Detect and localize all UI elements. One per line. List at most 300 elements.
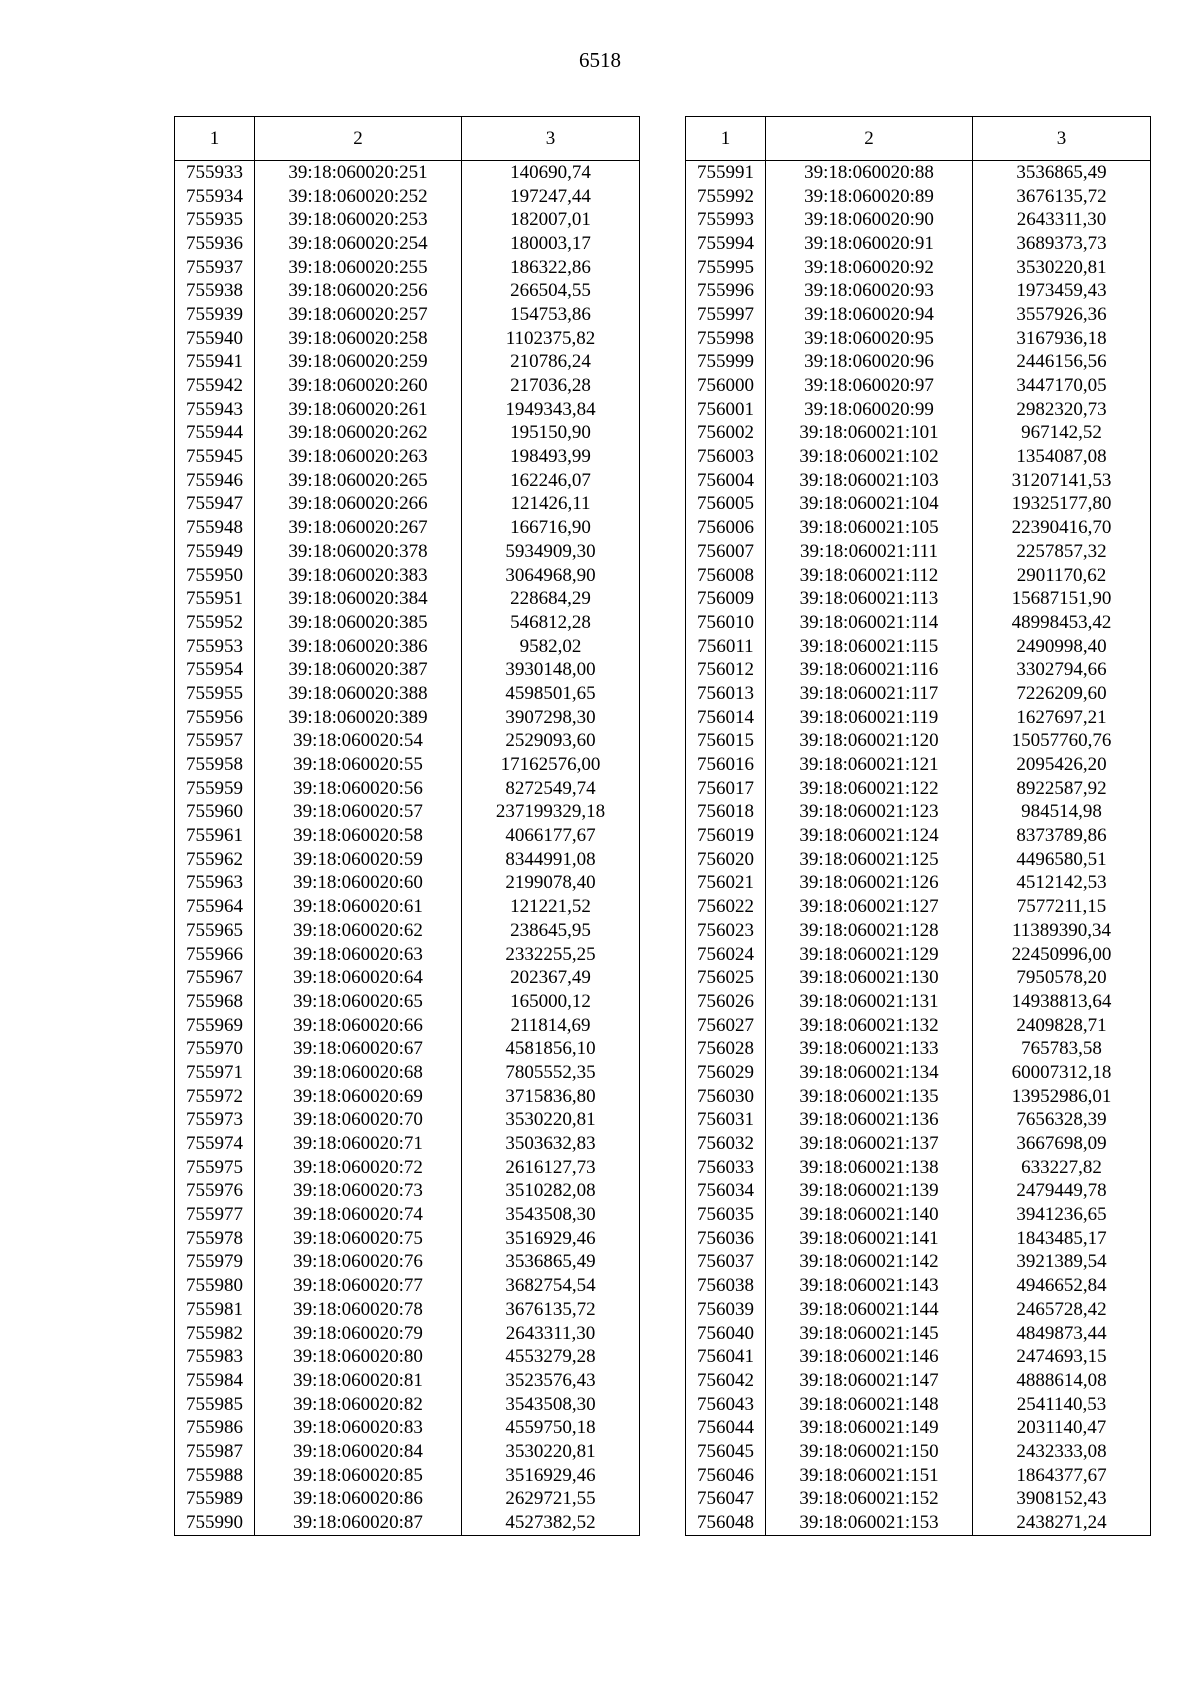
- cadastral-number-cell: 39:18:060021:141: [766, 1227, 973, 1251]
- row-number-cell: 756006: [686, 516, 766, 540]
- table-row: [686, 374, 1151, 398]
- value-cell: 4888614,08: [973, 1369, 1151, 1393]
- cadastral-number-cell: 39:18:060021:121: [766, 753, 973, 777]
- table-row: [686, 919, 1151, 943]
- cadastral-number-cell: 39:18:060020:70: [255, 1109, 462, 1133]
- value-cell: 4527382,52: [462, 1511, 640, 1535]
- row-number-cell: 755979: [175, 1251, 255, 1275]
- table-row: [175, 895, 640, 919]
- value-cell: 1354087,08: [973, 445, 1151, 469]
- value-cell: 2629721,55: [462, 1488, 640, 1512]
- table-row: [175, 1345, 640, 1369]
- table-row: [686, 966, 1151, 990]
- table-row: [175, 1251, 640, 1275]
- cadastral-number-cell: 39:18:060020:60: [255, 872, 462, 896]
- row-number-cell: 755959: [175, 777, 255, 801]
- row-number-cell: 756041: [686, 1345, 766, 1369]
- column-header-3: 3: [462, 117, 640, 161]
- cadastral-number-cell: 39:18:060020:266: [255, 493, 462, 517]
- row-number-cell: 755935: [175, 208, 255, 232]
- cadastral-number-cell: 39:18:060020:96: [766, 351, 973, 375]
- value-cell: 4849873,44: [973, 1322, 1151, 1346]
- cadastral-number-cell: 39:18:060020:95: [766, 327, 973, 351]
- cadastral-number-cell: 39:18:060020:386: [255, 635, 462, 659]
- cadastral-number-cell: 39:18:060020:92: [766, 256, 973, 280]
- row-number-cell: 755975: [175, 1156, 255, 1180]
- value-cell: 9582,02: [462, 635, 640, 659]
- table-row: [686, 872, 1151, 896]
- cadastral-number-cell: 39:18:060021:129: [766, 943, 973, 967]
- table-row: [686, 1109, 1151, 1133]
- row-number-cell: 755980: [175, 1274, 255, 1298]
- value-cell: 13952986,01: [973, 1085, 1151, 1109]
- row-number-cell: 755940: [175, 327, 255, 351]
- cadastral-number-cell: 39:18:060020:78: [255, 1298, 462, 1322]
- row-number-cell: 756027: [686, 1014, 766, 1038]
- cadastral-number-cell: 39:18:060021:120: [766, 730, 973, 754]
- cadastral-number-cell: 39:18:060020:74: [255, 1203, 462, 1227]
- value-cell: 2031140,47: [973, 1416, 1151, 1440]
- row-number-cell: 756046: [686, 1464, 766, 1488]
- table-row: [175, 753, 640, 777]
- value-cell: 3715836,80: [462, 1085, 640, 1109]
- row-number-cell: 755971: [175, 1061, 255, 1085]
- table-row: [175, 445, 640, 469]
- value-cell: 121221,52: [462, 895, 640, 919]
- table-row: [175, 611, 640, 635]
- row-number-cell: 755957: [175, 730, 255, 754]
- value-cell: 60007312,18: [973, 1061, 1151, 1085]
- value-cell: 217036,28: [462, 374, 640, 398]
- row-number-cell: 755998: [686, 327, 766, 351]
- cadastral-number-cell: 39:18:060021:102: [766, 445, 973, 469]
- row-number-cell: 755990: [175, 1511, 255, 1535]
- cadastral-number-cell: 39:18:060021:146: [766, 1345, 973, 1369]
- value-cell: 2409828,71: [973, 1014, 1151, 1038]
- table-row: [175, 351, 640, 375]
- row-number-cell: 755976: [175, 1180, 255, 1204]
- cadastral-number-cell: 39:18:060020:387: [255, 658, 462, 682]
- table-row: [175, 469, 640, 493]
- table-row: [175, 872, 640, 896]
- cadastral-number-cell: 39:18:060021:123: [766, 801, 973, 825]
- value-cell: 3516929,46: [462, 1227, 640, 1251]
- cadastral-number-cell: 39:18:060021:153: [766, 1511, 973, 1535]
- cadastral-number-cell: 39:18:060020:85: [255, 1464, 462, 1488]
- value-cell: 266504,55: [462, 279, 640, 303]
- cadastral-number-cell: 39:18:060021:151: [766, 1464, 973, 1488]
- value-cell: 2332255,25: [462, 943, 640, 967]
- table-row: [175, 327, 640, 351]
- row-number-cell: 756036: [686, 1227, 766, 1251]
- value-cell: 121426,11: [462, 493, 640, 517]
- cadastral-number-cell: 39:18:060020:378: [255, 540, 462, 564]
- value-cell: 3682754,54: [462, 1274, 640, 1298]
- table-row: [175, 919, 640, 943]
- value-cell: 165000,12: [462, 990, 640, 1014]
- row-number-cell: 756031: [686, 1109, 766, 1133]
- table-row: [175, 493, 640, 517]
- cadastral-number-cell: 39:18:060020:253: [255, 208, 462, 232]
- row-number-cell: 756015: [686, 730, 766, 754]
- value-cell: 5934909,30: [462, 540, 640, 564]
- table-row: [686, 801, 1151, 825]
- row-number-cell: 755970: [175, 1037, 255, 1061]
- column-header-2: 2: [766, 117, 973, 161]
- row-number-cell: 756016: [686, 753, 766, 777]
- value-cell: 4512142,53: [973, 872, 1151, 896]
- value-cell: 2465728,42: [973, 1298, 1151, 1322]
- table-row: [686, 1061, 1151, 1085]
- value-cell: 3530220,81: [462, 1109, 640, 1133]
- cadastral-number-cell: 39:18:060021:134: [766, 1061, 973, 1085]
- row-number-cell: 755995: [686, 256, 766, 280]
- cadastral-number-cell: 39:18:060021:117: [766, 682, 973, 706]
- cadastral-number-cell: 39:18:060020:256: [255, 279, 462, 303]
- value-cell: 3530220,81: [462, 1440, 640, 1464]
- table-row: [686, 185, 1151, 209]
- cadastral-number-cell: 39:18:060020:260: [255, 374, 462, 398]
- column-header-2: 2: [255, 117, 462, 161]
- cadastral-number-cell: 39:18:060021:101: [766, 422, 973, 446]
- value-cell: 7950578,20: [973, 966, 1151, 990]
- row-number-cell: 756021: [686, 872, 766, 896]
- value-cell: 228684,29: [462, 587, 640, 611]
- cadastral-number-cell: 39:18:060021:111: [766, 540, 973, 564]
- row-number-cell: 755950: [175, 564, 255, 588]
- row-number-cell: 756030: [686, 1085, 766, 1109]
- value-cell: 1627697,21: [973, 706, 1151, 730]
- table-row: [686, 1156, 1151, 1180]
- cadastral-number-cell: 39:18:060020:383: [255, 564, 462, 588]
- row-number-cell: 755939: [175, 303, 255, 327]
- row-number-cell: 756047: [686, 1488, 766, 1512]
- value-cell: 2199078,40: [462, 872, 640, 896]
- cadastral-number-cell: 39:18:060020:262: [255, 422, 462, 446]
- row-number-cell: 755960: [175, 801, 255, 825]
- row-number-cell: 755966: [175, 943, 255, 967]
- row-number-cell: 756003: [686, 445, 766, 469]
- table-row: [686, 232, 1151, 256]
- value-cell: 3676135,72: [973, 185, 1151, 209]
- row-number-cell: 756028: [686, 1037, 766, 1061]
- cadastral-number-cell: 39:18:060021:127: [766, 895, 973, 919]
- table-row: [175, 658, 640, 682]
- value-cell: 2901170,62: [973, 564, 1151, 588]
- table-row: [686, 516, 1151, 540]
- row-number-cell: 756005: [686, 493, 766, 517]
- cadastral-number-cell: 39:18:060021:131: [766, 990, 973, 1014]
- value-cell: 186322,86: [462, 256, 640, 280]
- cadastral-number-cell: 39:18:060020:55: [255, 753, 462, 777]
- cadastral-number-cell: 39:18:060020:64: [255, 966, 462, 990]
- table-row: [175, 1180, 640, 1204]
- value-cell: 2982320,73: [973, 398, 1151, 422]
- table-row: [686, 1014, 1151, 1038]
- row-number-cell: 755962: [175, 848, 255, 872]
- value-cell: 15687151,90: [973, 587, 1151, 611]
- value-cell: 967142,52: [973, 422, 1151, 446]
- cadastral-number-cell: 39:18:060020:72: [255, 1156, 462, 1180]
- table-row: [175, 303, 640, 327]
- cadastral-number-cell: 39:18:060021:133: [766, 1037, 973, 1061]
- value-cell: 4553279,28: [462, 1345, 640, 1369]
- row-number-cell: 756014: [686, 706, 766, 730]
- value-cell: 2474693,15: [973, 1345, 1151, 1369]
- value-cell: 7226209,60: [973, 682, 1151, 706]
- cadastral-number-cell: 39:18:060020:258: [255, 327, 462, 351]
- table-row: [175, 848, 640, 872]
- table-row: [686, 1369, 1151, 1393]
- value-cell: 3921389,54: [973, 1251, 1151, 1275]
- table-row: [175, 1298, 640, 1322]
- value-cell: 2446156,56: [973, 351, 1151, 375]
- table-row: [175, 398, 640, 422]
- table-row: [175, 1061, 640, 1085]
- table-row: [175, 161, 640, 185]
- table-row: [686, 161, 1151, 185]
- table-row: [686, 730, 1151, 754]
- cadastral-number-cell: 39:18:060021:103: [766, 469, 973, 493]
- cadastral-number-cell: 39:18:060020:84: [255, 1440, 462, 1464]
- table-row: [686, 422, 1151, 446]
- row-number-cell: 755977: [175, 1203, 255, 1227]
- value-cell: 2438271,24: [973, 1511, 1151, 1535]
- table-row: [686, 587, 1151, 611]
- row-number-cell: 755951: [175, 587, 255, 611]
- row-number-cell: 755983: [175, 1345, 255, 1369]
- cadastral-number-cell: 39:18:060021:115: [766, 635, 973, 659]
- value-cell: 11389390,34: [973, 919, 1151, 943]
- row-number-cell: 755999: [686, 351, 766, 375]
- row-number-cell: 755961: [175, 824, 255, 848]
- value-cell: 3167936,18: [973, 327, 1151, 351]
- value-cell: 4581856,10: [462, 1037, 640, 1061]
- value-cell: 8272549,74: [462, 777, 640, 801]
- value-cell: 3510282,08: [462, 1180, 640, 1204]
- row-number-cell: 756002: [686, 422, 766, 446]
- cadastral-number-cell: 39:18:060021:136: [766, 1109, 973, 1133]
- row-number-cell: 755949: [175, 540, 255, 564]
- cadastral-number-cell: 39:18:060021:140: [766, 1203, 973, 1227]
- row-number-cell: 755978: [175, 1227, 255, 1251]
- cadastral-number-cell: 39:18:060021:142: [766, 1251, 973, 1275]
- cadastral-number-cell: 39:18:060020:75: [255, 1227, 462, 1251]
- row-number-cell: 755967: [175, 966, 255, 990]
- cadastral-number-cell: 39:18:060020:62: [255, 919, 462, 943]
- cadastral-number-cell: 39:18:060020:81: [255, 1369, 462, 1393]
- value-cell: 2490998,40: [973, 635, 1151, 659]
- column-header-1: 1: [686, 117, 766, 161]
- row-number-cell: 756043: [686, 1393, 766, 1417]
- table-row: [686, 1037, 1151, 1061]
- row-number-cell: 755986: [175, 1416, 255, 1440]
- row-number-cell: 755985: [175, 1393, 255, 1417]
- cadastral-number-cell: 39:18:060020:86: [255, 1488, 462, 1512]
- cadastral-number-cell: 39:18:060021:147: [766, 1369, 973, 1393]
- table-body-right: [686, 161, 1151, 1536]
- table-row: [686, 1274, 1151, 1298]
- cadastral-number-cell: 39:18:060021:125: [766, 848, 973, 872]
- table-row: [175, 1274, 640, 1298]
- value-cell: 2541140,53: [973, 1393, 1151, 1417]
- cadastral-number-cell: 39:18:060020:251: [255, 161, 462, 185]
- row-number-cell: 756023: [686, 919, 766, 943]
- row-number-cell: 755993: [686, 208, 766, 232]
- column-header-3: 3: [973, 117, 1151, 161]
- cadastral-number-cell: 39:18:060020:94: [766, 303, 973, 327]
- value-cell: 2257857,32: [973, 540, 1151, 564]
- row-number-cell: 756035: [686, 1203, 766, 1227]
- cadastral-number-cell: 39:18:060021:128: [766, 919, 973, 943]
- value-cell: 7577211,15: [973, 895, 1151, 919]
- row-number-cell: 755987: [175, 1440, 255, 1464]
- value-cell: 3941236,65: [973, 1203, 1151, 1227]
- value-cell: 984514,98: [973, 801, 1151, 825]
- value-cell: 198493,99: [462, 445, 640, 469]
- cadastral-number-cell: 39:18:060020:56: [255, 777, 462, 801]
- row-number-cell: 755984: [175, 1369, 255, 1393]
- value-cell: 3447170,05: [973, 374, 1151, 398]
- row-number-cell: 756034: [686, 1180, 766, 1204]
- row-number-cell: 756042: [686, 1369, 766, 1393]
- table-row: [175, 990, 640, 1014]
- row-number-cell: 756012: [686, 658, 766, 682]
- value-cell: 182007,01: [462, 208, 640, 232]
- cadastral-number-cell: 39:18:060021:122: [766, 777, 973, 801]
- cadastral-number-cell: 39:18:060020:265: [255, 469, 462, 493]
- table-row: [686, 564, 1151, 588]
- row-number-cell: 756032: [686, 1132, 766, 1156]
- table-row: [686, 1393, 1151, 1417]
- cadastral-number-cell: 39:18:060020:80: [255, 1345, 462, 1369]
- table-row: [175, 1203, 640, 1227]
- row-number-cell: 755974: [175, 1132, 255, 1156]
- table-row: [686, 682, 1151, 706]
- row-number-cell: 755973: [175, 1109, 255, 1133]
- row-number-cell: 755937: [175, 256, 255, 280]
- row-number-cell: 755955: [175, 682, 255, 706]
- row-number-cell: 755941: [175, 351, 255, 375]
- table-row: [686, 706, 1151, 730]
- table-row: [175, 185, 640, 209]
- table-row: [686, 303, 1151, 327]
- row-number-cell: 756004: [686, 469, 766, 493]
- table-row: [686, 1322, 1151, 1346]
- row-number-cell: 756017: [686, 777, 766, 801]
- cadastral-number-cell: 39:18:060020:385: [255, 611, 462, 635]
- value-cell: 3503632,83: [462, 1132, 640, 1156]
- row-number-cell: 756037: [686, 1251, 766, 1275]
- table-row: [686, 1464, 1151, 1488]
- value-cell: 3689373,73: [973, 232, 1151, 256]
- value-cell: 3064968,90: [462, 564, 640, 588]
- value-cell: 1843485,17: [973, 1227, 1151, 1251]
- table-row: [175, 1037, 640, 1061]
- cadastral-number-cell: 39:18:060021:114: [766, 611, 973, 635]
- value-cell: 3676135,72: [462, 1298, 640, 1322]
- row-number-cell: 756013: [686, 682, 766, 706]
- row-number-cell: 755936: [175, 232, 255, 256]
- row-number-cell: 755954: [175, 658, 255, 682]
- row-number-cell: 756007: [686, 540, 766, 564]
- table-row: [686, 611, 1151, 635]
- table-row: [686, 1440, 1151, 1464]
- data-table-left: [174, 116, 640, 1536]
- value-cell: 1949343,84: [462, 398, 640, 422]
- row-number-cell: 755972: [175, 1085, 255, 1109]
- table-row: [175, 279, 640, 303]
- row-number-cell: 756025: [686, 966, 766, 990]
- row-number-cell: 755988: [175, 1464, 255, 1488]
- table-row: [175, 730, 640, 754]
- table-row: [686, 398, 1151, 422]
- cadastral-number-cell: 39:18:060020:58: [255, 824, 462, 848]
- value-cell: 31207141,53: [973, 469, 1151, 493]
- row-number-cell: 756022: [686, 895, 766, 919]
- value-cell: 3908152,43: [973, 1488, 1151, 1512]
- value-cell: 3907298,30: [462, 706, 640, 730]
- value-cell: 237199329,18: [462, 801, 640, 825]
- row-number-cell: 755997: [686, 303, 766, 327]
- value-cell: 633227,82: [973, 1156, 1151, 1180]
- table-row: [175, 564, 640, 588]
- table-row: [686, 824, 1151, 848]
- table-row: [175, 1488, 640, 1512]
- cadastral-number-cell: 39:18:060021:143: [766, 1274, 973, 1298]
- table-row: [686, 256, 1151, 280]
- cadastral-number-cell: 39:18:060020:255: [255, 256, 462, 280]
- cadastral-number-cell: 39:18:060020:93: [766, 279, 973, 303]
- cadastral-number-cell: 39:18:060021:105: [766, 516, 973, 540]
- table-body-left: [175, 161, 640, 1536]
- value-cell: 3557926,36: [973, 303, 1151, 327]
- table-row: [175, 777, 640, 801]
- row-number-cell: 755948: [175, 516, 255, 540]
- table-row: [686, 279, 1151, 303]
- table-row: [175, 682, 640, 706]
- table-row: [175, 1393, 640, 1417]
- cadastral-number-cell: 39:18:060021:130: [766, 966, 973, 990]
- row-number-cell: 755965: [175, 919, 255, 943]
- value-cell: 2643311,30: [462, 1322, 640, 1346]
- row-number-cell: 755943: [175, 398, 255, 422]
- value-cell: 3536865,49: [973, 161, 1151, 185]
- cadastral-number-cell: 39:18:060020:89: [766, 185, 973, 209]
- value-cell: 7656328,39: [973, 1109, 1151, 1133]
- value-cell: 22450996,00: [973, 943, 1151, 967]
- cadastral-number-cell: 39:18:060020:384: [255, 587, 462, 611]
- value-cell: 1864377,67: [973, 1464, 1151, 1488]
- row-number-cell: 755994: [686, 232, 766, 256]
- cadastral-number-cell: 39:18:060020:61: [255, 895, 462, 919]
- row-number-cell: 756011: [686, 635, 766, 659]
- cadastral-number-cell: 39:18:060020:389: [255, 706, 462, 730]
- value-cell: 2479449,78: [973, 1180, 1151, 1204]
- table-row: [175, 1369, 640, 1393]
- value-cell: 4598501,65: [462, 682, 640, 706]
- table-row: [686, 1227, 1151, 1251]
- row-number-cell: 756001: [686, 398, 766, 422]
- table-row: [686, 990, 1151, 1014]
- row-number-cell: 755958: [175, 753, 255, 777]
- cadastral-number-cell: 39:18:060020:263: [255, 445, 462, 469]
- value-cell: 3516929,46: [462, 1464, 640, 1488]
- table-row: [175, 232, 640, 256]
- row-number-cell: 756026: [686, 990, 766, 1014]
- cadastral-number-cell: 39:18:060021:149: [766, 1416, 973, 1440]
- cadastral-number-cell: 39:18:060020:261: [255, 398, 462, 422]
